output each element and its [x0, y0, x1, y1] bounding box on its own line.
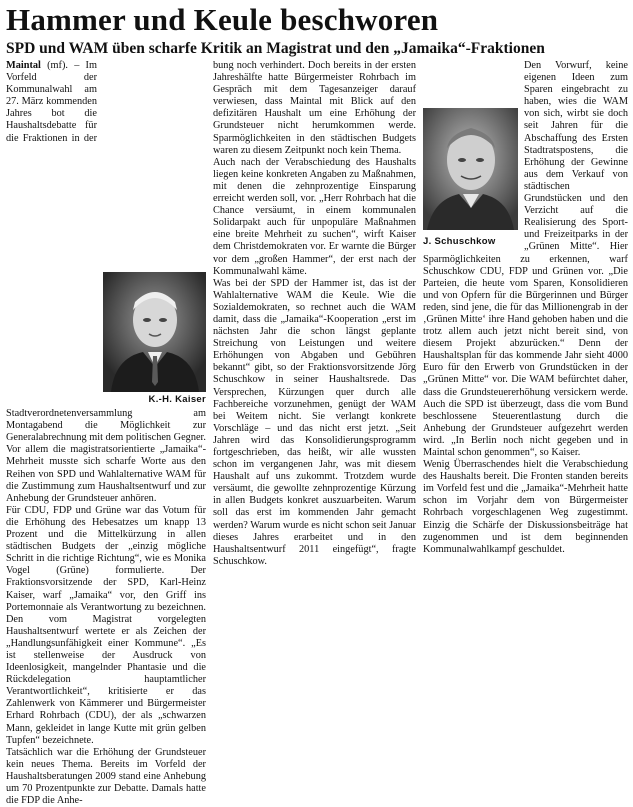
article-column-2	[213, 60, 416, 567]
article-column-1	[6, 60, 206, 807]
portrait-kaiser-image	[103, 272, 206, 392]
paragraph: Was bei der SPD der Hammer ist, das ist der Wahlalternative WAM die Keule. Wie die Sozialdemokraten, so rechnet auch die WAM damit, dass die „Jamaika“-Kooperation „erst im nächsten Jahr die schon längst geplante Streichung von Leistungen und weitere Erhöhungen von Abgaben und Gebühren bekannt“ gibt, so der Fraktionsvorsitzende Jörg Schuschkow in seiner Haushaltsrede. Das Versprechen, Kürzungen quer durch alle Fachbereiche vorzunehmen, genügt der WAM bei Weitem nicht. Sie verlangt konkrete Vorschläge – und das nicht erst jetzt. „Seit Jahren wird das Konsolidierungsprogramm fortgeschrieben, das heißt, wir alle wussten schon im vergangenen Jahr, was mit diesem Haushalt auf uns zukommt. Trotzdem wurde versäumt, die gewollte zehnprozentige Kürzung in allen Budgets konkret auszuarbeiten. Warum soll das erst im kommenden Jahr gemacht werden? Warum wurde es nicht schon seit Januar dieses Jahres erarbeitet und in den Haushaltsentwurf 2011 eingefügt“, fragte Schuschkow.	[213, 277, 416, 567]
photo-schuschkow	[423, 108, 518, 248]
dateline: Maintal	[6, 60, 41, 71]
article-headline: Hammer und Keule beschworen	[6, 2, 439, 37]
paragraph: Auch nach der Verabschiedung des Haushalts liegen keine konkreten Angaben zu Maßnahmen, mit denen die zehnprozentige Einsparung erreicht werden soll, vor. „Herr Rohrbach hat die Chance versäumt, in einem kommunalen Solidarpakt auch für unpopuläre Maßnahmen eine breite Mehrheit zu suchen“, wirft Kaiser dem Christdemokraten vor. Er warnte die Bürger vor dem „großen Hammer“, der erst nach der Kommunalwahl käme.	[213, 156, 416, 277]
photo-caption-schuschkow: J. Schuschkow	[423, 236, 496, 248]
paragraph: bung noch verhindert. Doch bereits in der ersten Jahreshälfte hatte Bürgermeister Rohrbach im Gespräch mit dem Tagesanzeiger darauf verwiesen, dass Maintal mit Blick auf den defizitären Haushalt um eine Erhöhung der Grundsteuer nicht herumkommen werde. Sparmöglichkeiten in den städtischen Budgets waren zu diesem Zeitpunkt noch kein Thema.	[213, 60, 416, 156]
article-column-3	[423, 60, 628, 555]
paragraph: Tatsächlich war die Erhöhung der Grundsteuer kein neues Thema. Bereits im Vorfeld der Haushaltsberatungen 2009 stand eine Anhebung um 70 Prozentpunkte zur Debatte. Damals hatte die FDP die Anhe-	[6, 746, 206, 807]
paragraph: Den Vorwurf, keine eigenen Ideen zum Sparen eingebracht zu haben, wies die WAM von sich, wirbt sie doch seit Jahren für die Abschaffung des Ersten Stadtratspostens, die Erhöhung der Gewinne aus dem Verkauf von städtischen Grundstücken und den Verzicht auf die Realisierung des Sport- und Freizeitparks in der „Grünen Mitte“. Hier Sparmöglichkeiten zu erkennen, warf Schuschkow CDU, FDP und Grünen vor. „Die Parteien, die heute vom Sparen, Konsolidieren und von Opfern für die Bürgerinnen und Bürger reden, sind jene, die für das Millionengrab in der ‚Grünen Mitte‘ ihre Hand gehoben haben und die trotz allem auch jetzt nicht bereit sind, von diesem Projekt abzurücken.“ Denn der Haushaltsplan für das kommende Jahr sieht 4000 Euro für den Erwerb von Grundstücken in der „Grünen Mitte“ vor. Die WAM befürchtet daher, dass die Grundsteuererhöhung versickern werde. Auch die SPD ist überzeugt, dass die vom Bund beschlossene Steuerentlastung durch die Anhebung der Grundsteuer aufgezehrt werden wird. „In Berlin noch nicht gegeben und in Maintal schon genommen“, so Kaiser.	[423, 60, 628, 458]
paragraph: Für CDU, FDP und Grüne war das Votum für die Erhöhung des Hebesatzes um knapp 13 Prozent und die Mittelkürzung in allen städtischen Budgets der „einzig mögliche Schritt in die richtige Richtung“, wie es Monika Vogel (Grüne) formulierte. Der Fraktionsvorsitzende der SPD, Karl-Heinz Kaiser, warf „Jamaika“ vor, den Griff ins Portemonnaie als Verantwortung zu bezeichnen. Den vom Magistrat vorgelegten Haushaltsentwurf wertete er als Zeichen der „Handlungsunfähigkeit einer Kommune“. „Es ist stellenweise der Ausdruck von Ideenlosigkeit, mangelnder Phantasie und die Rückdelegation hauptamtlicher Verantwortlichkeit“, kritisierte er das Zahlenwerk von Kämmerer und Bürgermeister Erhard Rohrbach (CDU), der als „schwarzen Mann, gekleidet in lange Kutte mit grün gelben Tupfen“ bezeichnete.	[6, 504, 206, 746]
paragraph: Wenig Überraschendes hielt die Verabschiedung des Haushalts bereit. Die Fronten standen bereits im Vorfeld fest und die „Jamaika“-Mehrheit hatte schon im Vorjahr dem von Bürgermeister Rohrbach vorgeschlagenen Weg zugestimmt. Einzig die Schärfe der Diskussionsbeiträge hat zugenommen und ist dem beginnenden Kommunalwahlkampf geschuldet.	[423, 459, 628, 555]
photo-caption-kaiser: K.-H. Kaiser	[148, 394, 206, 405]
portrait-schuschkow-image	[423, 108, 518, 230]
photo-kaiser	[103, 272, 206, 406]
article-subheadline: SPD und WAM üben scharfe Kritik an Magistrat und den „Jamaika“-Fraktionen	[6, 40, 545, 57]
paragraph: Maintal (mf). – Im Vorfeld der Kommunalwahl am 27. März kommenden Jahres bot die Haushaltsdebatte für die Fraktionen in der Stadtverordnetenversammlung am Montagabend die Möglichkeit zur Generalabrechnung mit dem politischen Gegner. Vor allem die magistratsorientierte „Jamaika“-Mehrheit musste sich scharfe Worte aus den Reihen von SPD und Wahlalternative WAM für die Zustimmung zum Haushaltsentwurf und zur Anhebung der Grundsteuer anhören.	[6, 60, 206, 504]
